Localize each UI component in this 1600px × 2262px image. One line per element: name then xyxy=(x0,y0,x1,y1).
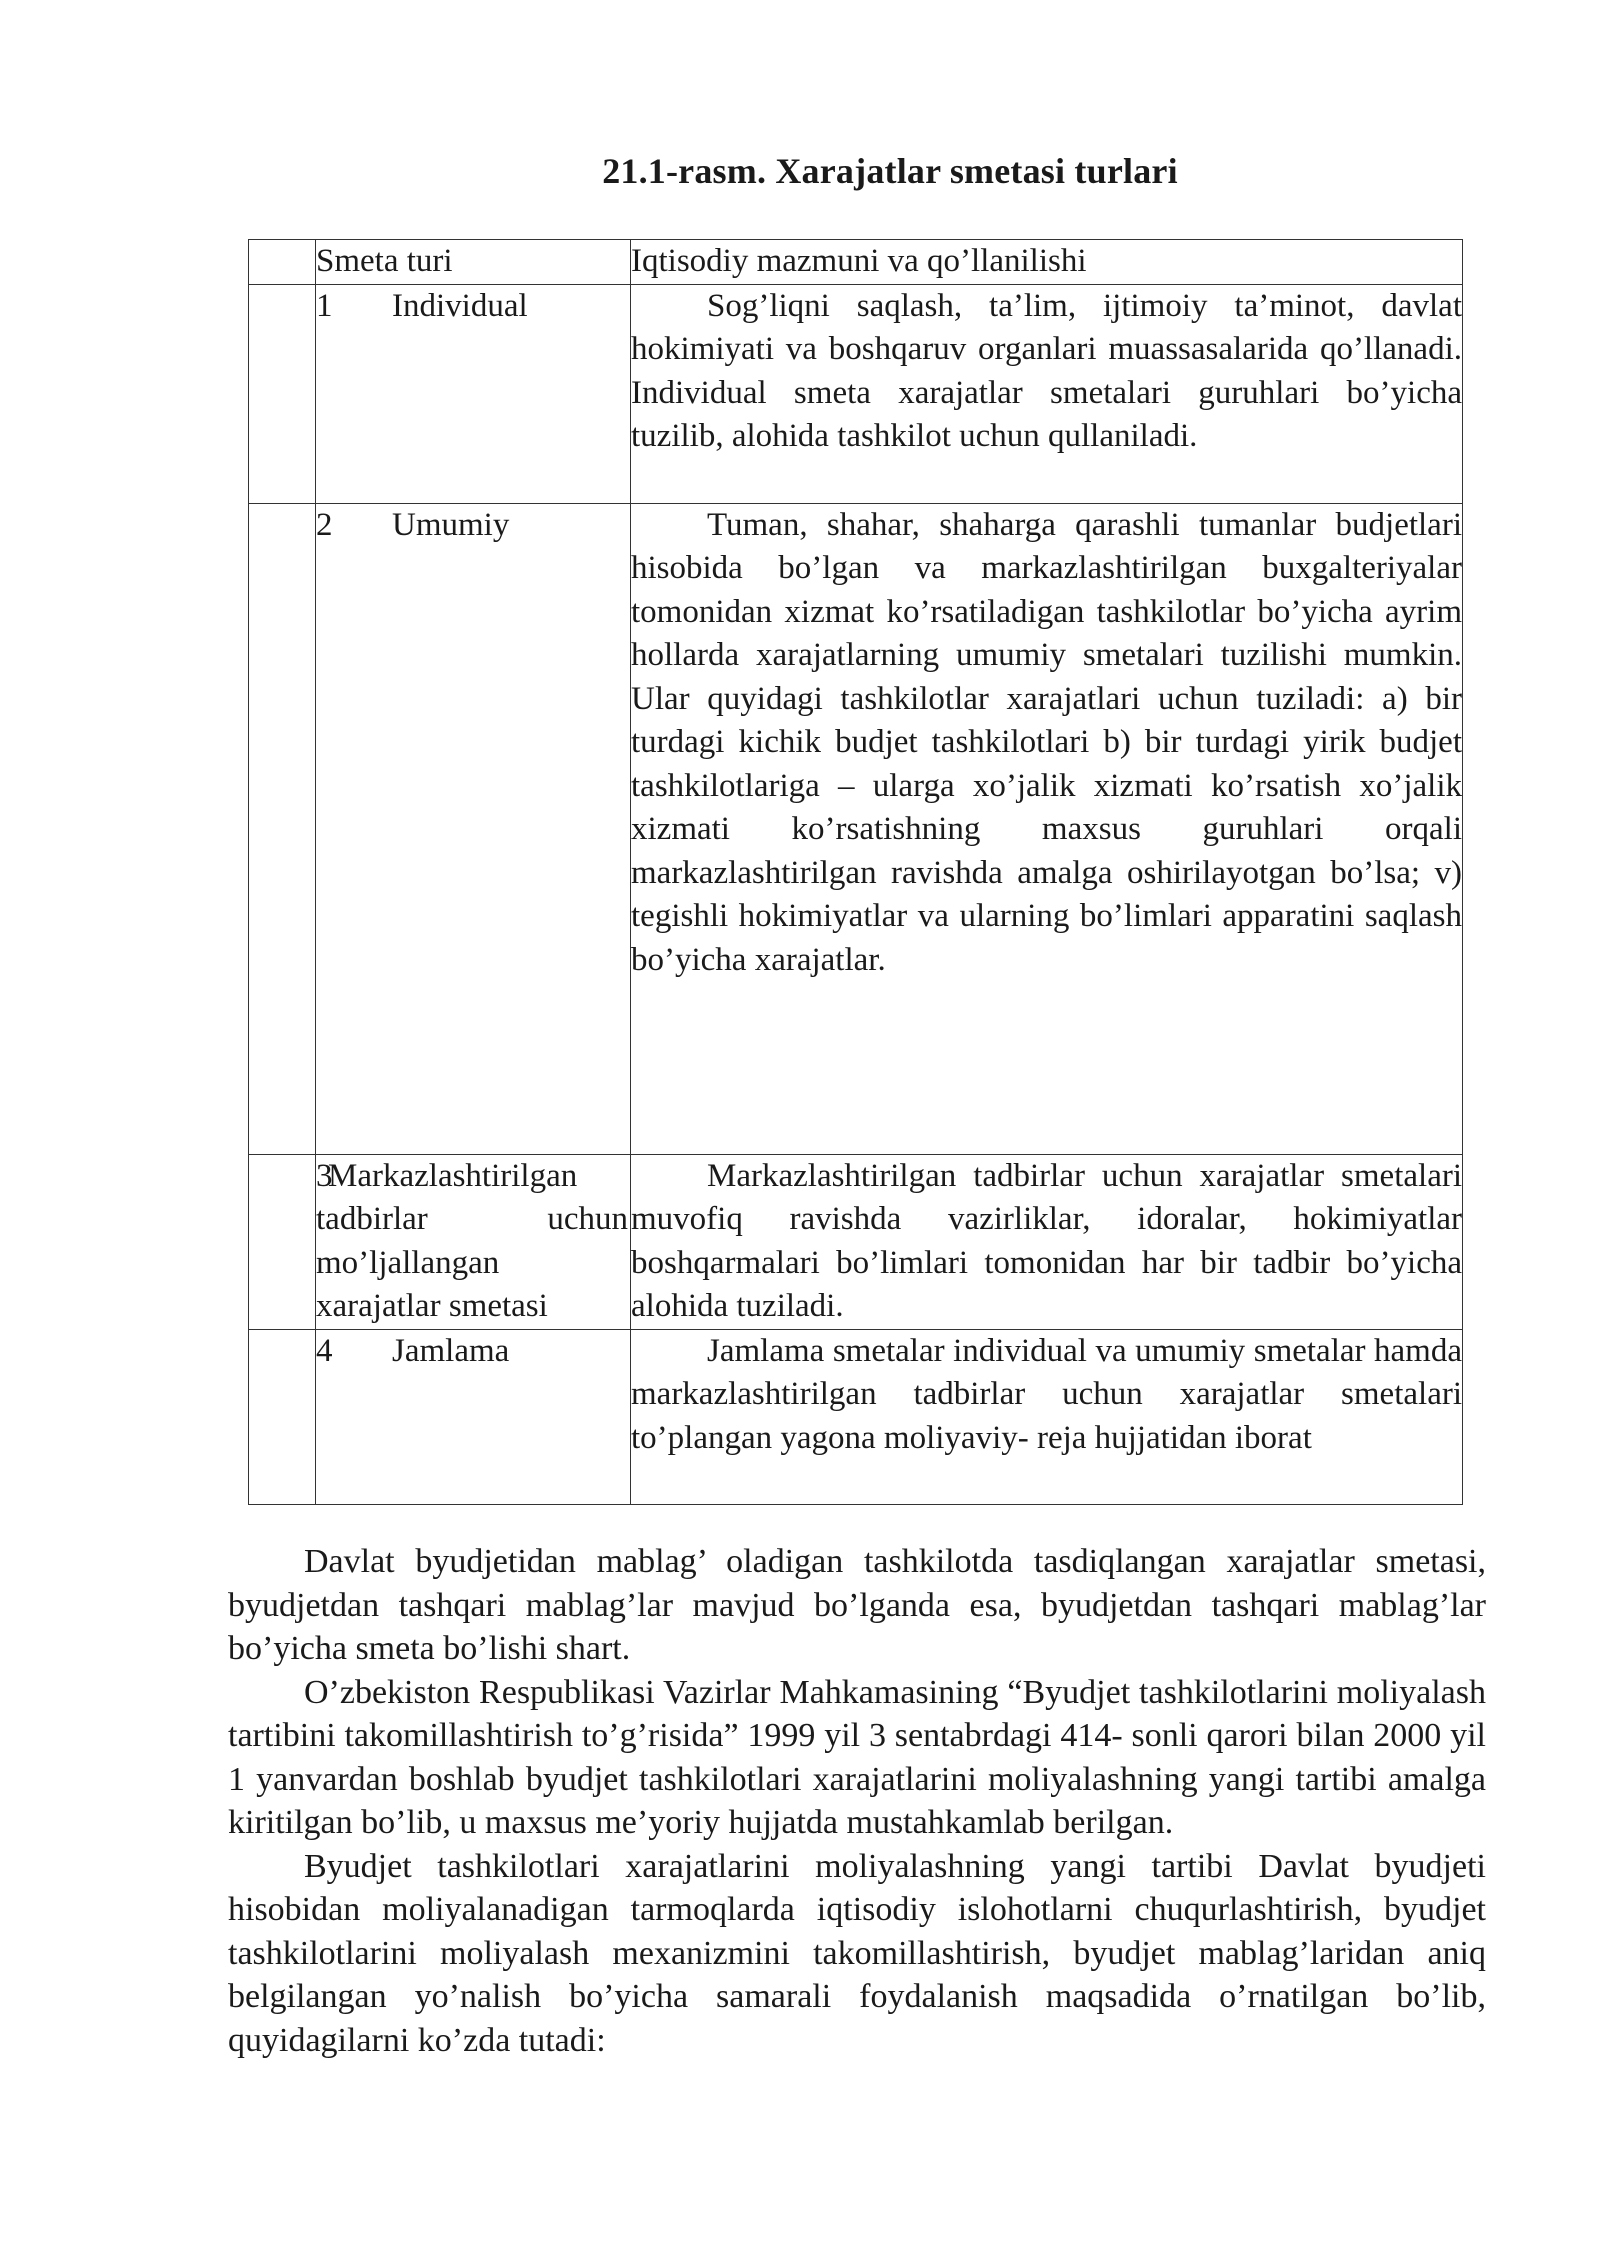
smeta-description: Tuman, shahar, shaharga qarashli tumanlar budjetlari hisobida bo’lgan va markazlashtirilgan buxgalteriyalar tomonidan xizmat ko’rsatiladigan tashkilotlar bo’yicha ayrim hollarda xarajatlarning umumiy smetalari tuzilishi mumkin. Ular quyidagi tashkilotlar xarajatlari uchun tuziladi: a) bir turdagi kichik budjet tashkilotlari b) bir turdagi yirik budjet tashkilotlariga – ularga xo’jalik xizmati ko’rsatish xo’jalik xizmati ko’rsatishning maxsus guruhlari orqali markazlashtirilgan ravishda amalga oshirilayotgan bo’lsa; v) tegishli hokimiyatlar va ularning bo’limlari apparatini saqlash bo’yicha xarajatlar. xyxy=(631,506,1462,978)
smeta-description: Sog’liqni saqlash, ta’lim, ijtimoiy ta’minot, davlat hokimiyati va boshqaruv organlari muassasalarida qo’llanadi. Individual smeta xarajatlar smetalari guruhlari bo’yicha tuzilib, alohida tashkilot uchun qullaniladi. xyxy=(631,287,1462,454)
paragraph: Byudjet tashkilotlari xarajatlarini moliyalashning yangi tartibi Davlat byudjeti hisobidan moliyalanadigan tarmoqlarda iqtisodiy islohotlarni chuqurlashtirish, byudjet tashkilotlarini moliyalash mexanizmini takomillashtirish, byudjet mablag’laridan aniq belgilangan yo’nalish bo’yicha samarali foydalanish maqsadida o’rnatilgan bo’lib, quyidagilarni ko’zda tutadi: xyxy=(228,1847,1486,2059)
figure-title: 21.1-rasm. Xarajatlar smetasi turlari xyxy=(602,151,1178,191)
smeta-type-name: Jamlama xyxy=(392,1332,510,1369)
smeta-description: Markazlashtirilgan tadbirlar uchun xarajatlar smetalari muvofiq ravishda vazirliklar, idoralar, hokimiyatlar boshqarmalari bo’limlari tomonidan har bir tadbir bo’yicha alohida tuziladi. xyxy=(631,1157,1462,1324)
type-cell xyxy=(316,503,631,1154)
description-cell xyxy=(631,503,1463,1154)
header-cell-type: Smeta turi xyxy=(316,240,631,285)
table-row xyxy=(249,1154,1463,1329)
row-number: 4 xyxy=(316,1332,333,1369)
header-cell-description: Iqtisodiy mazmuni va qo’llanilishi xyxy=(631,240,1463,285)
row-index-cell xyxy=(249,503,316,1154)
body-text xyxy=(228,1540,1486,2062)
smeta-type-name: Markazlashtirilgan tadbirlar uchun mo’ljallangan xarajatlar smetasi xyxy=(316,1157,628,1324)
type-cell xyxy=(316,284,631,503)
row-number: 1 xyxy=(316,287,333,324)
row-number: 2 xyxy=(316,506,333,543)
description-cell xyxy=(631,284,1463,503)
description-cell xyxy=(631,1154,1463,1329)
smeta-description: Jamlama smetalar individual va umumiy smetalar hamda markazlashtirilgan tadbirlar uchun xarajatlar smetalari to’plangan yagona moliyaviy- reja hujjatidan iborat xyxy=(631,1332,1462,1456)
header-cell-empty xyxy=(249,240,316,285)
smeta-type-name: Umumiy xyxy=(392,506,510,543)
paragraph: Davlat byudjetidan mablag’ oladigan tashkilotda tasdiqlangan xarajatlar smetasi, byudjetdan tashqari mablag’lar mavjud bo’lganda esa, byudjetdan tashqari mablag’lar bo’yicha smeta bo’lishi shart. xyxy=(228,1543,1486,1667)
row-index-cell xyxy=(249,1154,316,1329)
type-cell xyxy=(316,1154,631,1329)
paragraph: O’zbekiston Respublikasi Vazirlar Mahkamasining “Byudjet tashkilotlarini moliyalash tartibini takomillashtirish to’g’risida” 1999 yil 3 sentabrdagi 414- sonli qarori bilan 2000 yil 1 yanvardan boshlab byudjet tashkilotlari xarajatlarini moliyalashning yangi tartibi amalga kiritilgan bo’lib, u maxsus me’yoriy hujjatda mustahkamlab berilgan. xyxy=(228,1673,1486,1841)
table-row xyxy=(249,503,1463,1154)
table-row xyxy=(249,1329,1463,1504)
row-index-cell xyxy=(249,1329,316,1504)
table-row xyxy=(249,284,1463,503)
smeta-types-table xyxy=(248,239,1463,1505)
table-header-row xyxy=(249,240,1463,285)
row-number: 3 xyxy=(316,1157,333,1194)
row-index-cell xyxy=(249,284,316,503)
description-cell xyxy=(631,1329,1463,1504)
type-cell xyxy=(316,1329,631,1504)
smeta-type-name: Individual xyxy=(392,287,528,324)
